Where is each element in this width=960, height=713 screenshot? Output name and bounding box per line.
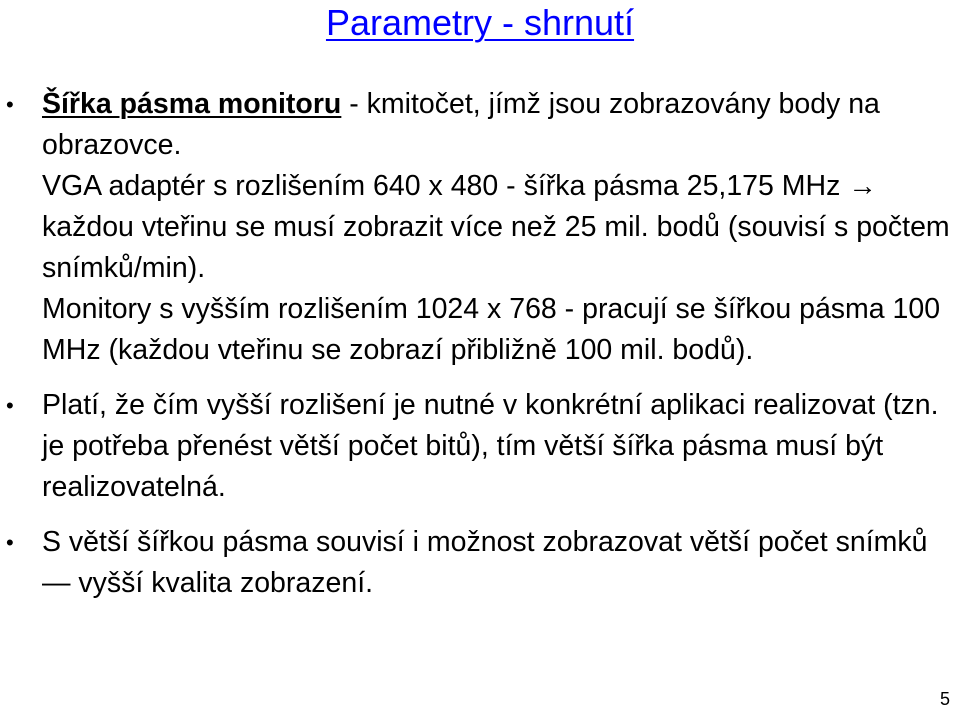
- bullet-item-frame-count: [0, 522, 960, 604]
- bullet-icon: •: [6, 92, 14, 117]
- slide-content: [0, 84, 960, 604]
- page-number: 5: [939, 689, 950, 709]
- bullet-item-resolution-rule: [0, 385, 960, 508]
- paragraph-vga: [0, 166, 960, 289]
- bandwidth-term: Šířka pásma monitoru: [42, 88, 342, 120]
- paragraph-high-resolution: [0, 289, 960, 371]
- high-resolution-text: Monitory s vyšším rozlišením 1024 x 768 - pracují se šířkou pásma 100 MHz (každou vteřinu se zobrazí přibližně 100 mil. bodů).: [42, 293, 941, 366]
- bullet-icon: •: [6, 393, 14, 418]
- bandwidth-definition: - kmitočet, jímž jsou zobrazovány body na obrazovce.: [42, 88, 880, 161]
- vga-text: VGA adaptér s rozlišením 640 x 480 - šířka pásma 25,175 MHz → každou vteřinu se musí zobrazit více než 25 mil. bodů (souvisí s počtem snímků/min).: [42, 170, 950, 284]
- resolution-rule-text: Platí, že čím vyšší rozlišení je nutné v konkrétní aplikaci realizovat (tzn. je potřeba přenést větší počet bitů), tím větší šířka pásma musí být realizovatelná.: [42, 389, 939, 503]
- frame-count-text: S větší šířkou pásma souvisí i možnost zobrazovat větší počet snímků ― vyšší kvalita zobrazení.: [42, 526, 928, 599]
- bullet-item-bandwidth: [0, 84, 960, 166]
- bullet-icon: •: [6, 530, 14, 555]
- slide-title: Parametry - shrnutí: [325, 2, 635, 43]
